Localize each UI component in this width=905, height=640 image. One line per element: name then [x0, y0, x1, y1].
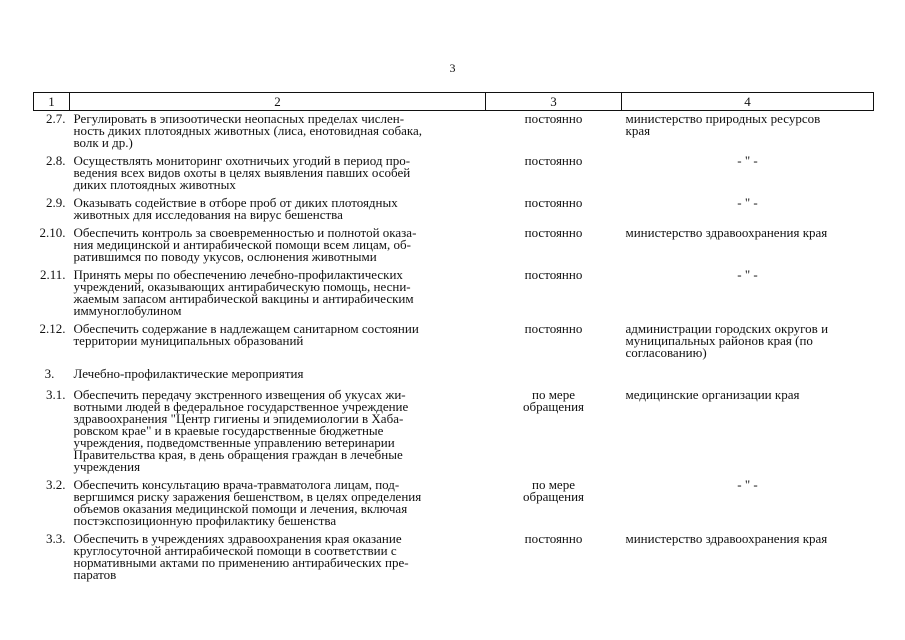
execution-term: постоянно	[524, 225, 583, 240]
header-col-1: 1	[34, 93, 70, 111]
measure-text: Оказывать содействие в отборе проб от диких плотоядных животных для исследования на вирус бешенства	[73, 195, 398, 222]
execution-term: по мере обращения	[522, 387, 585, 414]
page-number: 3	[449, 61, 456, 75]
responsible-party	[622, 363, 874, 387]
responsible-party: министерство здравоохранения края	[625, 531, 828, 546]
measure-text: Принять меры по обеспечению лечебно-профилактических учреждений, оказывающих антирабическую помощь, несни- жаемым запасом антирабической вакцины и антирабическим иммуноглобулином	[73, 267, 414, 318]
execution-term: постоянно	[524, 531, 583, 546]
table-header-row	[34, 93, 874, 111]
responsible-party: министерство природных ресурсов края	[625, 111, 821, 138]
measures-table	[33, 92, 874, 585]
header-col-2: 2	[70, 93, 486, 111]
table-row	[34, 531, 874, 585]
row-number: 2.10.	[39, 225, 66, 240]
measure-text: Осуществлять мониторинг охотничьих угодий в период про- ведения всех видов охоты в целях выявления павших особей диких плотоядных животных	[73, 153, 411, 192]
row-number: 2.7.	[46, 111, 66, 126]
responsible-party: министерство здравоохранения края	[625, 225, 828, 240]
execution-term: по мере обращения	[522, 477, 585, 504]
measure-text: Обеспечить в учреждениях здравоохранения края оказание круглосуточной антирабической помощи в соответствии с нормативными актами по применению антирабических пре- паратов	[73, 531, 409, 582]
execution-term: постоянно	[524, 153, 583, 168]
measure-text: Лечебно-профилактические мероприятия	[73, 366, 304, 381]
row-number: 3.3.	[46, 531, 66, 546]
row-number: 3.2.	[46, 477, 66, 492]
header-col-3: 3	[486, 93, 622, 111]
table-row	[34, 267, 874, 321]
table-row	[34, 111, 874, 154]
row-number: 2.8.	[46, 153, 66, 168]
table-row	[34, 387, 874, 477]
measure-text: Обеспечить консультацию врача-травматолога лицам, под- вергшимся риску заражения бешенством, в целях определения объемов оказания медицинской помощи и лечения, включая постэкспозиционную профилактику бешенства	[73, 477, 422, 528]
row-number: 3.1.	[46, 387, 66, 402]
responsible-party: - " -	[737, 153, 758, 168]
row-number: 2.9.	[46, 195, 66, 210]
table-row	[34, 195, 874, 225]
responsible-party: - " -	[737, 195, 758, 210]
section-heading-row	[34, 363, 874, 387]
execution-term: постоянно	[524, 111, 583, 126]
row-number: 2.12.	[39, 321, 66, 336]
table-row	[34, 225, 874, 267]
table-row	[34, 321, 874, 363]
measure-text: Обеспечить контроль за своевременностью и полнотой оказа- ния медицинской и антирабической помощи всем лицам, об- ратившимся по поводу укусов, ослюнения животными	[73, 225, 417, 264]
measure-text: Обеспечить передачу экстренного извещения об укусах жи- вотными людей в федеральное государственное учреждение здравоохранения "Центр гигиены и эпидемиологии в Хаба- ровском крае" и в краевые государственные бюджетные учреждения, подведомственные управлению ветеринарии Правительства края, в день обращения граждан в лечебные учреждения	[73, 387, 409, 474]
responsible-party: администрации городских округов и муниципальных районов края (по согласованию)	[625, 321, 829, 360]
header-col-4: 4	[622, 93, 874, 111]
execution-term: постоянно	[524, 195, 583, 210]
row-number: 2.11.	[39, 267, 66, 282]
table-body	[34, 111, 874, 586]
measure-text: Регулировать в эпизоотически неопасных пределах числен- ность диких плотоядных животных (лиса, енотовидная собака, волк и др.)	[73, 111, 423, 150]
measure-text: Обеспечить содержание в надлежащем санитарном состоянии территории муниципальных образований	[73, 321, 419, 348]
table-row	[34, 153, 874, 195]
row-number: 3.	[44, 366, 55, 381]
table-row	[34, 477, 874, 531]
responsible-party: медицинские организации края	[625, 387, 800, 402]
execution-term: постоянно	[524, 321, 583, 336]
execution-term: постоянно	[524, 267, 583, 282]
execution-term	[486, 363, 622, 387]
responsible-party: - " -	[737, 477, 758, 492]
responsible-party: - " -	[737, 267, 758, 282]
